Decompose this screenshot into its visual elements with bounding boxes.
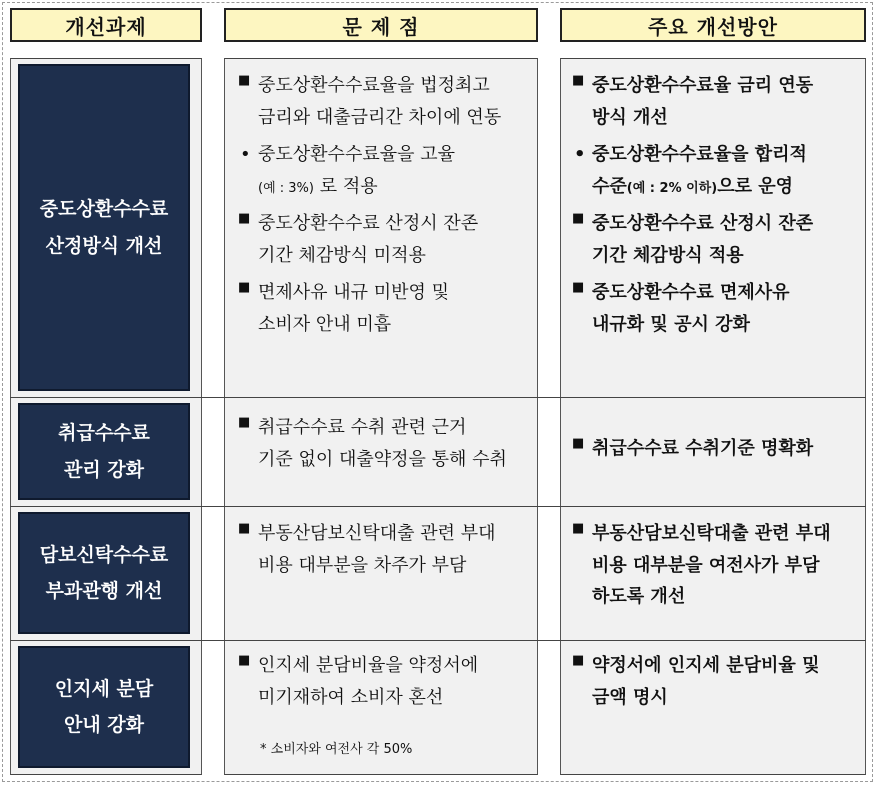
list-item: ■ 인지세 분담비율을 약정서에 미기재하여 소비자 혼선	[238, 653, 479, 708]
list-item: • 중도상환수수료율을 고율 (예 : 3%) 로 적용	[240, 144, 455, 197]
problem-list-row2	[234, 412, 532, 481]
problem-list-row1	[234, 70, 532, 346]
task-line: 산정방식 개선	[45, 234, 163, 257]
row-divider	[10, 640, 866, 641]
list-item: ■ 부동산담보신탁대출 관련 부대 비용 대부분을 차주가 부담	[238, 521, 496, 576]
task-box-stamp-tax	[18, 646, 190, 768]
list-item: ■ 취급수수료 수취기준 명확화	[572, 436, 814, 459]
list-item: ■ 중도상환수수료 면제사유 내규화 및 공시 강화	[572, 280, 790, 335]
list-item: ■ 부동산담보신탁대출 관련 부대 비용 대부분을 여전사가 부담 하도록 개선	[572, 521, 831, 607]
plan-list-row4	[568, 650, 862, 719]
task-box-prepayment	[18, 64, 190, 391]
list-item: ■ 약정서에 인지세 분담비율 및 금액 명시	[572, 653, 820, 708]
task-line: 중도상환수수료	[39, 198, 169, 221]
problem-list-row4	[234, 650, 532, 719]
list-item: ■ 면제사유 내규 미반영 및 소비자 안내 미흡	[238, 280, 450, 335]
row-divider	[10, 397, 866, 398]
header-problem: 문 제 점	[224, 8, 538, 42]
list-item: ■ 중도상환수수료율을 법정최고 금리와 대출금리간 차이에 연동	[238, 73, 502, 128]
task-line: 인지세 분담	[54, 677, 154, 700]
header-plan: 주요 개선방안	[560, 8, 866, 42]
list-item: ■ 중도상환수수료율 금리 연동 방식 개선	[572, 73, 814, 128]
task-line: 관리 강화	[63, 458, 145, 481]
list-item: ■ 중도상환수수료 산정시 잔존 기간 체감방식 미적용	[238, 211, 479, 266]
plan-list-row1	[568, 70, 862, 346]
footnote: * 소비자와 여전사 각 50%	[260, 742, 413, 757]
task-line: 안내 강화	[63, 714, 145, 736]
plan-list-row3	[568, 518, 862, 619]
task-line: 부과관행 개선	[45, 580, 163, 602]
list-item: ■ 취급수수료 수취 관련 근거 기준 없이 대출약정을 통해 수취	[238, 415, 507, 470]
task-line: 취급수수료	[58, 422, 150, 445]
list-item: • 중도상환수수료율을 합리적 수준(예 : 2% 이하)으로 운영	[574, 144, 807, 197]
task-box-trust-fee	[18, 512, 190, 634]
list-item: ■ 중도상환수수료 산정시 잔존 기간 체감방식 적용	[572, 211, 814, 266]
row-divider	[10, 506, 866, 507]
header-task: 개선과제	[10, 8, 202, 42]
task-box-handling-fee	[18, 403, 190, 500]
problem-list-row3	[234, 518, 532, 587]
task-line: 담보신탁수수료	[39, 543, 169, 566]
plan-list-row2	[568, 433, 862, 471]
